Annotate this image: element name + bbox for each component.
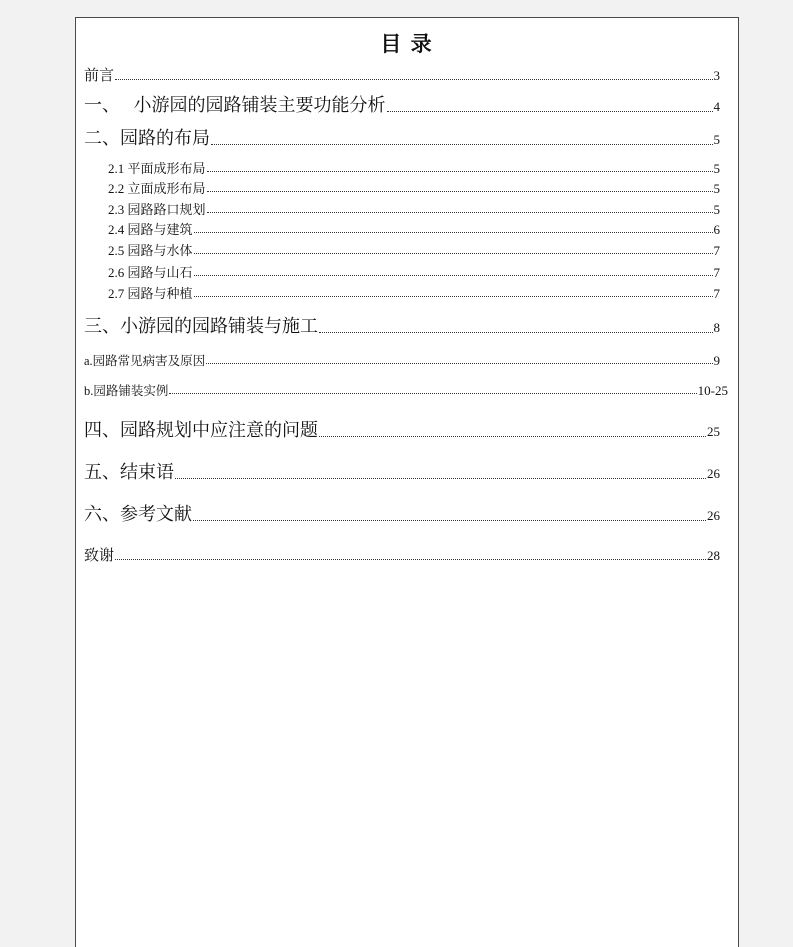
toc-entry-section-2-2[interactable] <box>108 178 720 197</box>
toc-page-number: 26 <box>707 466 720 481</box>
leader-dots <box>169 393 696 394</box>
toc-page-number: 4 <box>713 99 720 114</box>
leader-dots <box>207 191 713 192</box>
leader-dots <box>194 253 713 254</box>
toc-page-number: 28 <box>707 548 720 563</box>
toc-entry-label: 2.4 园路与建筑 <box>108 222 193 237</box>
leader-dots <box>211 144 713 145</box>
leader-dots <box>115 559 706 560</box>
toc-entry-label: 前言 <box>84 68 115 84</box>
toc-page-number: 3 <box>713 68 720 83</box>
toc-entry-label: 2.7 园路与种植 <box>108 286 193 301</box>
toc-page-number: 7 <box>713 265 720 280</box>
toc-entry-chapter-4[interactable] <box>84 416 720 442</box>
toc-entry-label: 致谢 <box>84 548 115 564</box>
leader-dots <box>206 363 712 364</box>
toc-page-number: 10-25 <box>697 383 728 398</box>
leader-dots <box>207 171 713 172</box>
toc-entry-label: b.园路铺装实例 <box>84 384 169 398</box>
toc-entry-section-a[interactable] <box>84 351 720 369</box>
document-page <box>75 17 739 947</box>
toc-entry-label: 二、园路的布局 <box>84 128 210 148</box>
toc-entry-label: a.园路常见病害及原因 <box>84 354 206 368</box>
leader-dots <box>194 275 713 276</box>
leader-dots <box>193 520 706 521</box>
toc-entry-chapter-3[interactable] <box>84 312 720 338</box>
toc-entry-label: 五、结束语 <box>84 462 174 482</box>
leader-dots <box>194 296 713 297</box>
toc-entry-section-b[interactable] <box>84 381 728 399</box>
toc-entry-section-2-5[interactable] <box>108 240 720 259</box>
toc-entry-chapter-5[interactable] <box>84 458 720 484</box>
toc-page-number: 8 <box>713 320 720 335</box>
toc-page-number: 5 <box>713 132 720 147</box>
toc-entry-label: 四、园路规划中应注意的问题 <box>84 420 318 440</box>
leader-dots <box>319 436 706 437</box>
toc-page-number: 7 <box>713 286 720 301</box>
toc-page-number: 26 <box>707 508 720 523</box>
toc-entry-section-2-7[interactable] <box>108 283 720 302</box>
toc-entry-label: 2.5 园路与水体 <box>108 243 193 258</box>
toc-entry-chapter-1[interactable] <box>84 91 720 117</box>
leader-dots <box>207 212 713 213</box>
toc-page-number: 7 <box>713 243 720 258</box>
toc-entry-section-2-3[interactable] <box>108 199 720 218</box>
toc-entry-acknowledgements[interactable] <box>84 544 720 565</box>
toc-page-number: 9 <box>713 353 720 368</box>
toc-entry-label: 2.1 平面成形布局 <box>108 161 206 176</box>
toc-entry-label: 2.6 园路与山石 <box>108 265 193 280</box>
toc-entry-chapter-2[interactable] <box>84 124 720 150</box>
leader-dots <box>175 478 706 479</box>
toc-page-number: 6 <box>713 222 720 237</box>
toc-entry-section-2-1[interactable] <box>108 158 720 177</box>
toc-entry-label: 2.3 园路路口规划 <box>108 202 206 217</box>
toc-entry-section-2-4[interactable] <box>108 219 720 238</box>
toc-entry-preface[interactable] <box>84 64 720 85</box>
toc-title: 目 录 <box>380 32 434 56</box>
toc-entry-section-2-6[interactable] <box>108 262 720 281</box>
toc-entry-chapter-6[interactable] <box>84 500 720 526</box>
leader-dots <box>319 332 713 333</box>
toc-entry-label: 2.2 立面成形布局 <box>108 181 206 196</box>
toc-entry-label: 六、参考文献 <box>84 504 192 524</box>
leader-dots <box>115 79 712 80</box>
toc-page-number: 5 <box>713 161 720 176</box>
toc-entry-label: 一、 小游园的园路铺装主要功能分析 <box>84 95 386 115</box>
toc-page-number: 25 <box>707 424 720 439</box>
leader-dots <box>194 232 713 233</box>
toc-page-number: 5 <box>713 181 720 196</box>
toc-page-number: 5 <box>713 202 720 217</box>
toc-entry-label: 三、小游园的园路铺装与施工 <box>84 316 318 336</box>
leader-dots <box>387 111 713 112</box>
